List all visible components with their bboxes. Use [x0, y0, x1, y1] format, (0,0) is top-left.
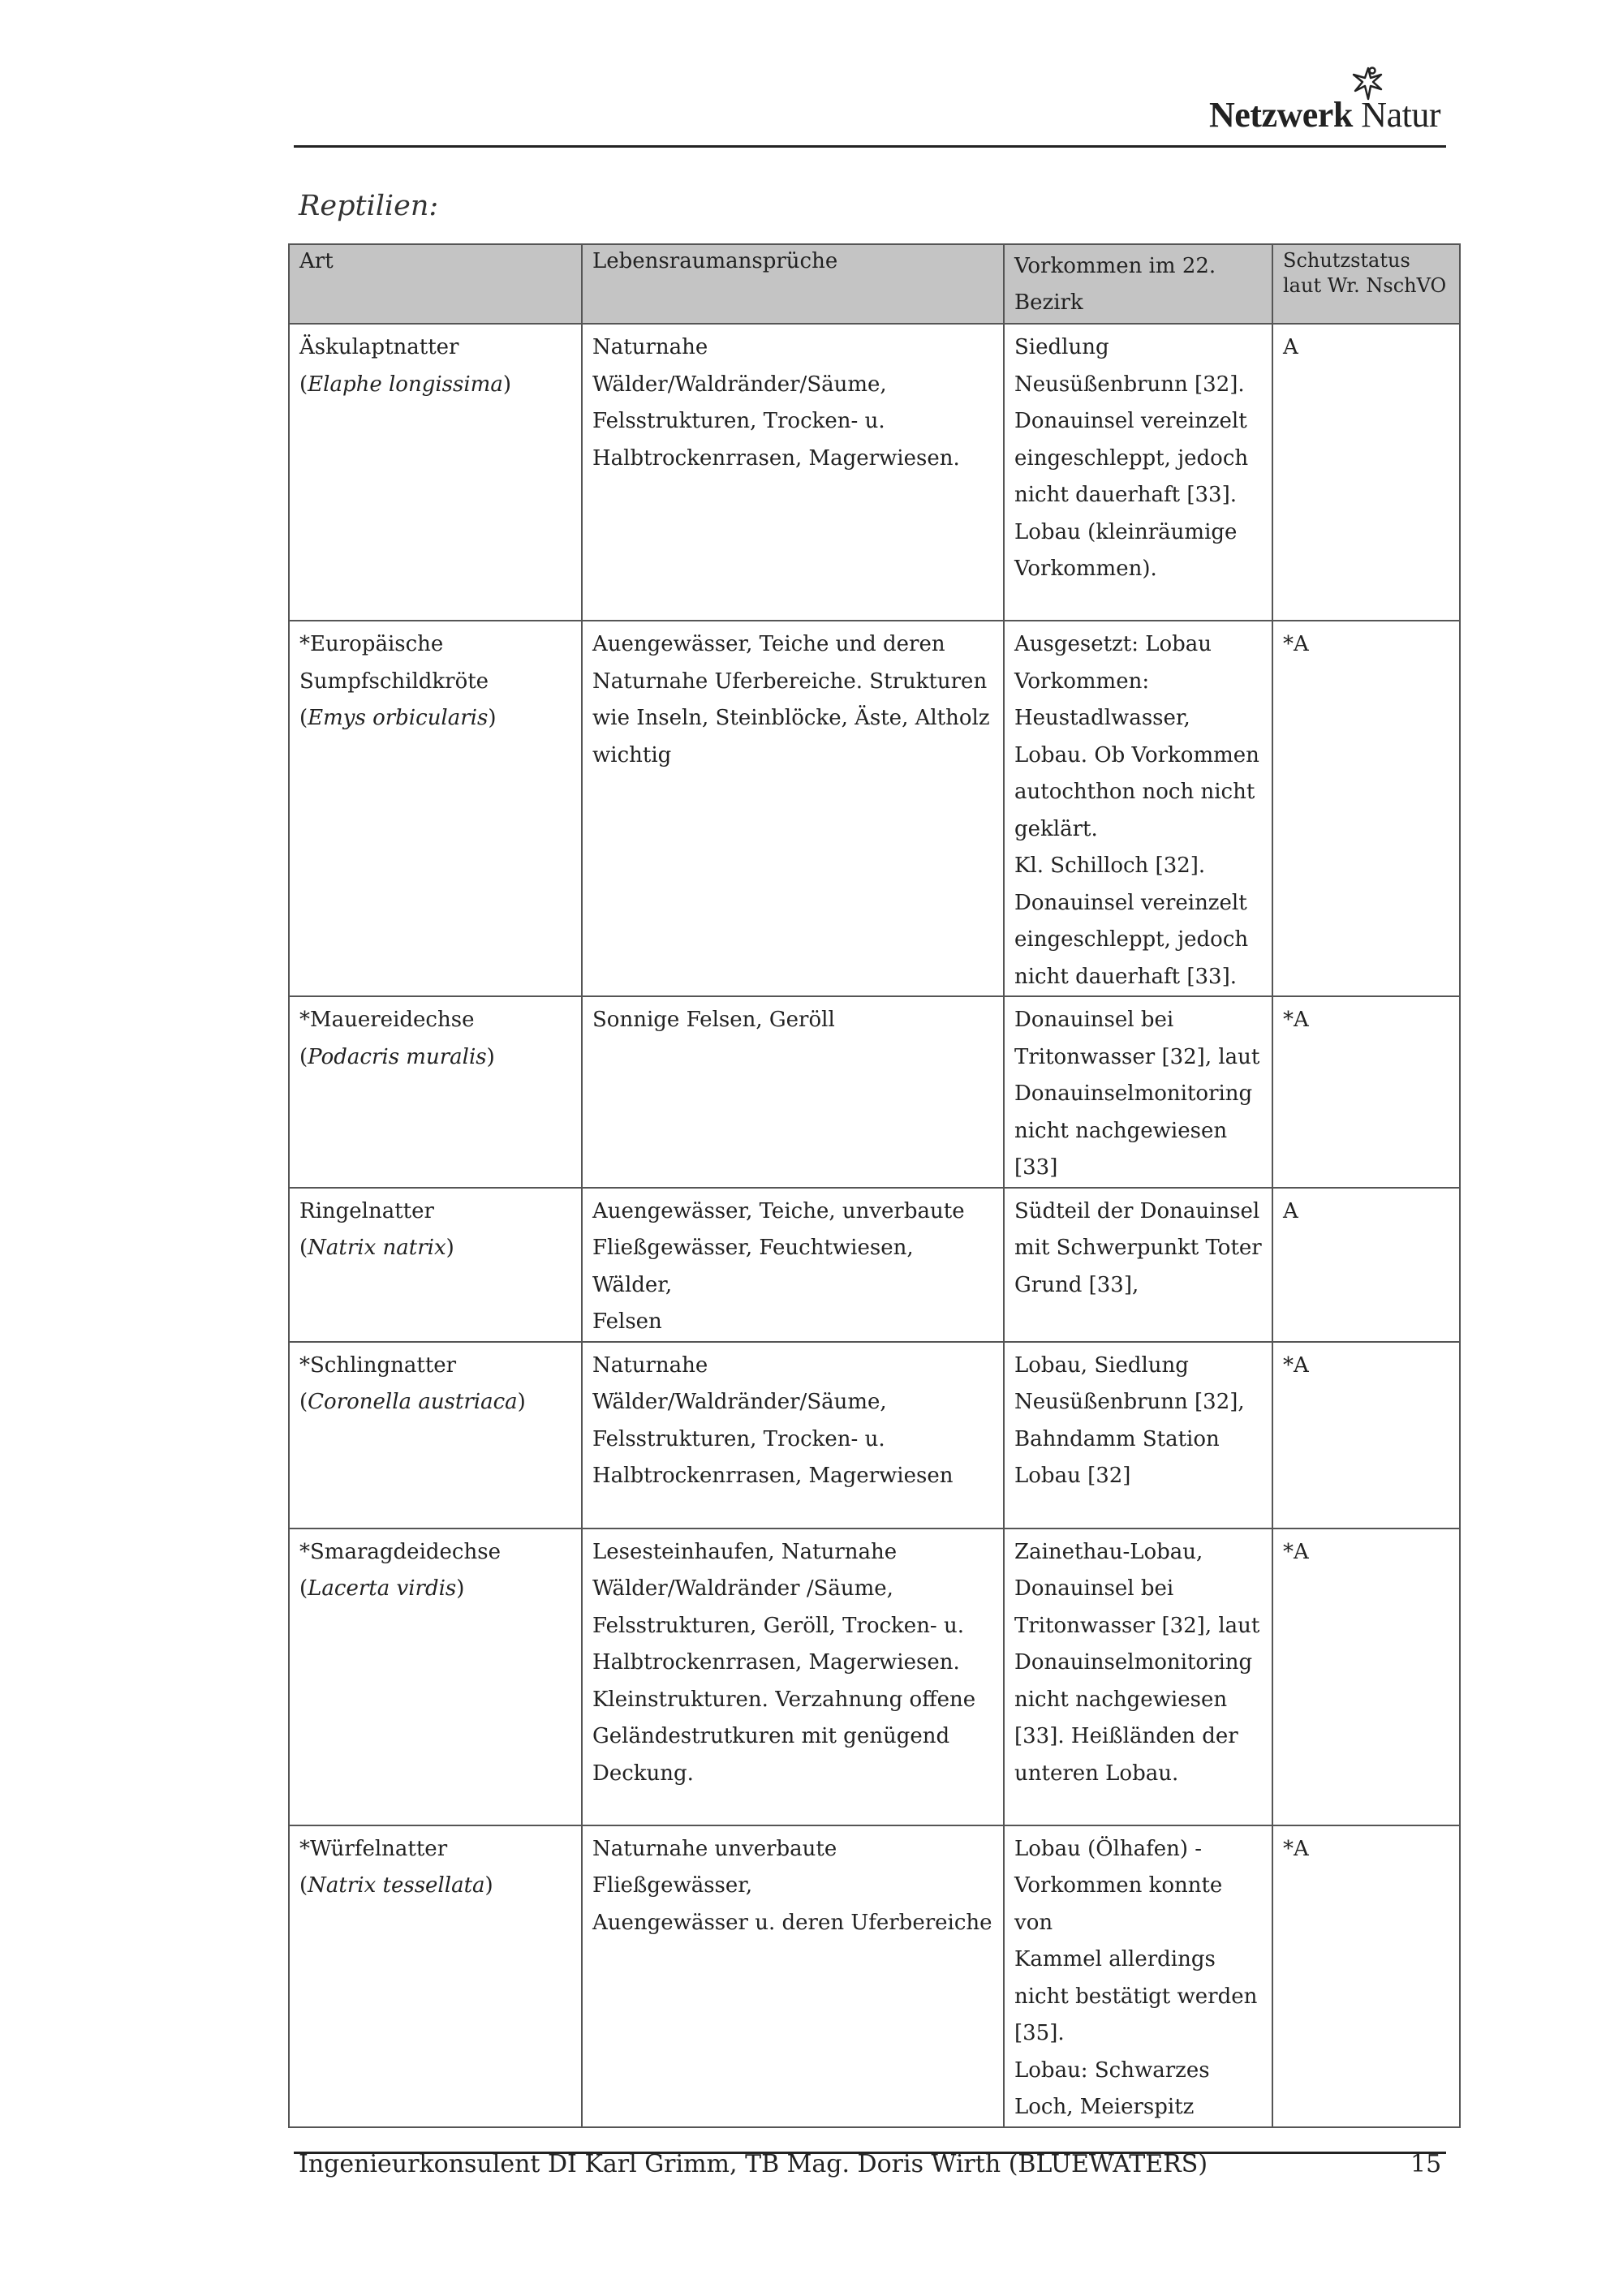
occurrence-cell	[1004, 1342, 1272, 1529]
occurrence-cell	[1004, 324, 1272, 621]
table-row	[289, 1825, 1460, 2127]
habitat-line: Felsstrukturen, Geröll, Trocken- u.	[592, 1613, 964, 1638]
status-cell: *A	[1272, 621, 1460, 996]
column-header-lebensraum: Lebensraumansprüche	[582, 244, 1004, 324]
occurrence-cell	[1004, 1529, 1272, 1825]
species-name: Äskulaptnatter	[299, 335, 459, 359]
table-row	[289, 996, 1460, 1188]
status-cell: *A	[1272, 1529, 1460, 1825]
habitat-line: wichtig	[592, 742, 672, 767]
habitat-line: Naturnahe unverbaute Fließgewässer,	[592, 1836, 837, 1898]
occurrence-line: eingeschleppt, jedoch	[1014, 927, 1249, 952]
habitat-line: Wälder/Waldränder/Säume,	[592, 1390, 887, 1414]
occurrence-line: Vorkommen:	[1014, 669, 1150, 694]
column-header-art: Art	[289, 244, 582, 324]
table-row	[289, 1342, 1460, 1529]
occurrence-line: autochthon noch nicht	[1014, 780, 1255, 804]
logo-regular: Natur	[1361, 95, 1440, 135]
occurrence-line: Ausgesetzt: Lobau	[1014, 632, 1212, 656]
occurrence-line: Kl. Schilloch [32].	[1014, 853, 1206, 878]
habitat-line: Sonnige Felsen, Geröll	[592, 1008, 835, 1032]
logo	[1209, 67, 1453, 140]
occurrence-line: Tritonwasser [32], laut	[1014, 1044, 1260, 1069]
logo-bold: Netzwerk	[1209, 95, 1353, 135]
header-divider	[294, 145, 1446, 148]
habitat-cell	[582, 1188, 1004, 1342]
habitat-line: wie Inseln, Steinblöcke, Äste, Altholz	[592, 706, 990, 730]
habitat-cell	[582, 1825, 1004, 2127]
occurrence-line: Siedlung	[1014, 335, 1109, 359]
occurrence-cell	[1004, 621, 1272, 996]
latin-name: (Natrix tessellata)	[299, 1873, 493, 1898]
status-cell: *A	[1272, 996, 1460, 1188]
occurrence-line: Lobau: Schwarzes	[1014, 2057, 1210, 2083]
page-number: 15	[1410, 2150, 1442, 2178]
occurrence-line: mit Schwerpunkt Toter	[1014, 1236, 1262, 1260]
habitat-line: Halbtrockenrrasen, Magerwiesen.	[592, 1650, 960, 1675]
habitat-line: Auengewässer, Teiche, unverbaute	[592, 1198, 965, 1223]
habitat-line: Naturnahe	[592, 335, 708, 359]
occurrence-cell	[1004, 996, 1272, 1188]
status-cell: *A	[1272, 1825, 1460, 2127]
habitat-line: Halbtrockenrrasen, Magerwiesen	[592, 1464, 954, 1488]
occurrence-line: Lobau (Ölhafen) -	[1014, 1836, 1203, 1861]
habitat-line: Felsstrukturen, Trocken- u.	[592, 409, 885, 433]
occurrence-line: nicht bestätigt werden	[1014, 1984, 1258, 2009]
section-title: Reptilien:	[299, 190, 439, 222]
species-cell	[289, 1825, 582, 2127]
occurrence-line: Grund [33],	[1014, 1272, 1139, 1297]
occurrence-line: Lobau, Siedlung	[1014, 1352, 1189, 1378]
occurrence-line: Zainethau-Lobau,	[1014, 1539, 1203, 1564]
table-header-row	[289, 244, 1460, 324]
species-name-line2: Sumpfschildkröte	[299, 669, 489, 694]
occurrence-cell	[1004, 1825, 1272, 2127]
latin-name: (Emys orbicularis)	[299, 706, 497, 730]
habitat-line: Halbtrockenrrasen, Magerwiesen.	[592, 445, 960, 471]
status-cell: A	[1272, 324, 1460, 621]
column-header-vorkommen: Vorkommen im 22. Bezirk	[1004, 244, 1272, 324]
species-cell	[289, 996, 582, 1188]
occurrence-line: Donauinsel bei	[1014, 1008, 1174, 1032]
occurrence-line: nicht nachgewiesen	[1014, 1687, 1228, 1712]
latin-name: (Coronella austriaca)	[299, 1390, 526, 1414]
latin-name: (Podacris muralis)	[299, 1044, 495, 1069]
species-name: *Europäische	[299, 632, 444, 656]
habitat-line: Wälder/Waldränder /Säume,	[592, 1576, 893, 1601]
species-cell	[289, 621, 582, 996]
habitat-line: Wälder/Waldränder/Säume,	[592, 372, 887, 397]
occurrence-line: Südteil der Donauinsel	[1014, 1198, 1260, 1223]
species-cell	[289, 1529, 582, 1825]
occurrence-line: Donauinselmonitoring	[1014, 1650, 1253, 1675]
occurrence-line: Loch, Meierspitz	[1014, 2095, 1195, 2119]
species-name: Ringelnatter	[299, 1198, 434, 1223]
table-row	[289, 621, 1460, 996]
species-cell	[289, 1188, 582, 1342]
occurrence-line: Heustadlwasser,	[1014, 706, 1190, 730]
occurrence-line: nicht dauerhaft [33].	[1014, 483, 1238, 507]
occurrence-line: geklärt.	[1014, 816, 1098, 841]
habitat-cell	[582, 996, 1004, 1188]
occurrence-line: Kammel allerdings	[1014, 1947, 1216, 1971]
occurrence-line: Lobau. Ob Vorkommen	[1014, 742, 1259, 767]
habitat-line: Naturnahe	[592, 1352, 708, 1378]
species-cell	[289, 1342, 582, 1529]
habitat-cell	[582, 621, 1004, 996]
status-cell: *A	[1272, 1342, 1460, 1529]
table-row	[289, 324, 1460, 621]
habitat-line: Felsstrukturen, Trocken- u.	[592, 1426, 885, 1451]
occurrence-line: Donauinsel vereinzelt	[1014, 409, 1247, 433]
logo-text	[1209, 94, 1440, 135]
habitat-cell	[582, 324, 1004, 621]
occurrence-cell	[1004, 1188, 1272, 1342]
occurrence-line: Tritonwasser [32], laut	[1014, 1613, 1260, 1638]
habitat-line: Felsen	[592, 1309, 662, 1334]
habitat-line: Fließgewässer, Feuchtwiesen, Wälder,	[592, 1236, 914, 1297]
species-name: *Würfelnatter	[299, 1836, 448, 1861]
occurrence-line: [33]. Heißländen der	[1014, 1724, 1238, 1748]
table-row	[289, 1188, 1460, 1342]
occurrence-line: Bahndamm Station	[1014, 1426, 1220, 1451]
species-name: *Schlingnatter	[299, 1352, 457, 1378]
habitat-line: Lesesteinhaufen, Naturnahe	[592, 1539, 898, 1564]
reptile-table	[288, 243, 1461, 2128]
habitat-line: Auengewässer, Teiche und deren	[592, 632, 945, 656]
occurrence-line: Donauinselmonitoring	[1014, 1081, 1253, 1106]
occurrence-line: eingeschleppt, jedoch	[1014, 445, 1249, 471]
footer-text: Ingenieurkonsulent DI Karl Grimm, TB Mag. Doris Wirth (BLUEWATERS)	[299, 2150, 1208, 2178]
occurrence-line: [35].	[1014, 2021, 1065, 2045]
species-cell	[289, 324, 582, 621]
latin-name: (Lacerta virdis)	[299, 1576, 465, 1601]
species-name: *Mauereidechse	[299, 1008, 475, 1032]
habitat-cell	[582, 1342, 1004, 1529]
latin-name: (Natrix natrix)	[299, 1236, 454, 1260]
occurrence-line: Lobau [32]	[1014, 1464, 1131, 1488]
occurrence-line: nicht nachgewiesen [33]	[1014, 1118, 1228, 1180]
occurrence-line: Neusüßenbrunn [32],	[1014, 1390, 1245, 1414]
habitat-cell	[582, 1529, 1004, 1825]
column-header-schutzstatus: Schutzstatus laut Wr. NschVO	[1272, 244, 1460, 324]
occurrence-line: Neusüßenbrunn [32].	[1014, 372, 1245, 397]
habitat-line: Kleinstrukturen. Verzahnung offene	[592, 1687, 976, 1712]
table-row	[289, 1529, 1460, 1825]
occurrence-line: Vorkommen konnte von	[1014, 1873, 1223, 1935]
occurrence-line: Donauinsel vereinzelt	[1014, 890, 1247, 915]
latin-name: (Elaphe longissima)	[299, 372, 511, 397]
occurrence-line: Vorkommen).	[1014, 557, 1157, 581]
occurrence-line: unteren Lobau.	[1014, 1761, 1179, 1786]
species-name: *Smaragdeidechse	[299, 1539, 501, 1564]
habitat-line: Geländestrutkuren mit genügend	[592, 1724, 950, 1748]
occurrence-line: Donauinsel bei	[1014, 1576, 1174, 1601]
occurrence-line: nicht dauerhaft [33].	[1014, 964, 1238, 989]
habitat-line: Naturnahe Uferbereiche. Strukturen	[592, 669, 988, 694]
habitat-line: Deckung.	[592, 1761, 694, 1786]
status-cell: A	[1272, 1188, 1460, 1342]
habitat-line: Auengewässer u. deren Uferbereiche	[592, 1910, 992, 1935]
occurrence-line: Lobau (kleinräumige	[1014, 519, 1238, 544]
